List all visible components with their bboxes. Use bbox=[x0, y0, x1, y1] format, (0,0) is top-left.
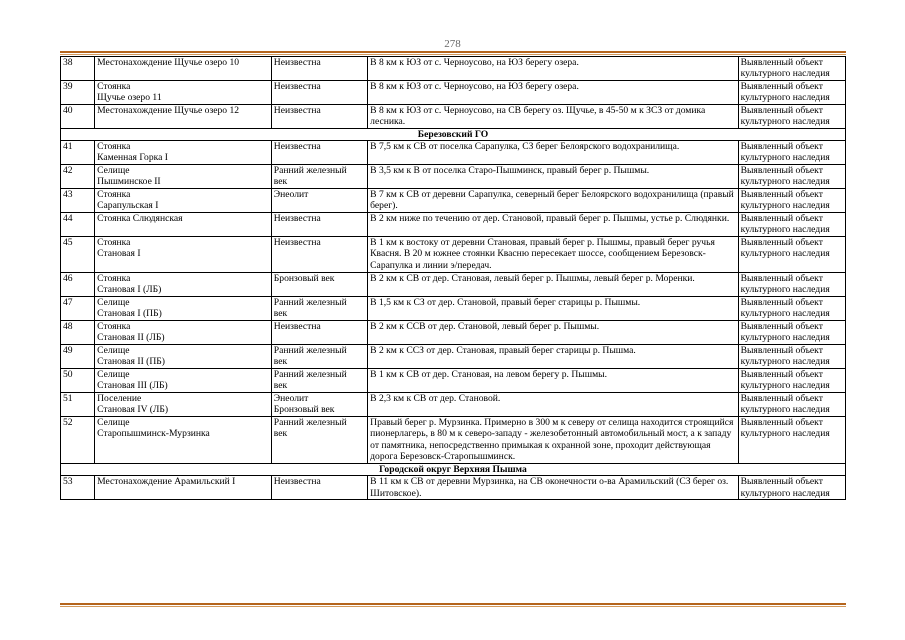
status-line: культурного наследия bbox=[740, 404, 830, 416]
heritage-register-table bbox=[60, 56, 846, 500]
table-row bbox=[61, 393, 846, 417]
cell-dating bbox=[271, 105, 367, 129]
cell-location bbox=[368, 369, 738, 393]
location-text: В 2 км к ССЗ от дер. Становая, правый берег старицы р. Пышма. bbox=[370, 345, 636, 357]
object-name-line: Щучье озеро 11 bbox=[97, 92, 162, 104]
cell-number: 49 bbox=[61, 345, 95, 369]
dating-line: Неизвестна bbox=[273, 476, 321, 488]
status-line: Выявленный объект bbox=[740, 297, 823, 309]
cell-object-name bbox=[95, 476, 272, 500]
cell-number: 40 bbox=[61, 105, 95, 129]
cell-location bbox=[368, 81, 738, 105]
object-name-line: Становая I bbox=[97, 248, 141, 260]
object-name-line: Стоянка Слюдянская bbox=[97, 213, 183, 225]
status-line: Выявленный объект bbox=[740, 213, 823, 225]
dating-line: Ранний железный bbox=[273, 417, 347, 429]
location-text: В 8 км к ЮЗ от с. Черноусово, на ЮЗ берегу озера. bbox=[370, 81, 579, 92]
cell-number: 41 bbox=[61, 141, 95, 165]
cell-number: 46 bbox=[61, 273, 95, 297]
dating-line: Бронзовый век bbox=[273, 273, 335, 285]
cell-status bbox=[738, 273, 845, 297]
location-text: В 2 км ниже по течению от дер. Становой, правый берег р. Пышмы, устье р. Слюдянки. bbox=[370, 213, 730, 225]
object-name-line: Стоянка bbox=[97, 81, 131, 92]
cell-number: 47 bbox=[61, 297, 95, 321]
cell-object-name bbox=[95, 105, 272, 129]
cell-status bbox=[738, 105, 845, 129]
table-row bbox=[61, 321, 846, 345]
cell-dating bbox=[271, 81, 367, 105]
object-name-line: Становая III (ЛБ) bbox=[97, 380, 168, 392]
cell-location bbox=[368, 321, 738, 345]
cell-number: 45 bbox=[61, 237, 95, 273]
object-name-line: Сарапульская I bbox=[97, 200, 159, 212]
footer-rule-thin bbox=[60, 606, 846, 607]
cell-object-name bbox=[95, 213, 272, 237]
location-text: В 2 км к СВ от дер. Становая, левый берег р. Пышмы, левый берег р. Моренки. bbox=[370, 273, 695, 285]
cell-dating bbox=[271, 57, 367, 81]
cell-dating bbox=[271, 237, 367, 273]
cell-status bbox=[738, 141, 845, 165]
dating-line: Неизвестна bbox=[273, 213, 321, 225]
cell-dating bbox=[271, 297, 367, 321]
cell-object-name bbox=[95, 369, 272, 393]
table-row bbox=[61, 189, 846, 213]
status-line: Выявленный объект bbox=[740, 369, 823, 381]
footer-rule bbox=[60, 603, 846, 605]
status-line: культурного наследия bbox=[740, 200, 830, 212]
table-row bbox=[61, 57, 846, 81]
table-row bbox=[61, 345, 846, 369]
cell-location bbox=[368, 393, 738, 417]
status-line: культурного наследия bbox=[740, 224, 830, 236]
table-row bbox=[61, 297, 846, 321]
cell-number: 48 bbox=[61, 321, 95, 345]
status-line: культурного наследия bbox=[740, 116, 830, 128]
table-row bbox=[61, 273, 846, 297]
cell-status bbox=[738, 57, 845, 81]
status-line: культурного наследия bbox=[740, 428, 830, 440]
cell-status bbox=[738, 345, 845, 369]
object-name-line: Стоянка bbox=[97, 237, 131, 249]
location-text: В 7,5 км к СВ от поселка Сарапулка, СЗ берег Белоярского водохранилища. bbox=[370, 141, 680, 153]
object-name-line: Стоянка bbox=[97, 141, 131, 153]
object-name-line: Селище bbox=[97, 369, 130, 381]
location-text: В 7 км к СВ от деревни Сарапулка, северный берег Белоярского водохранилища (правый берег). bbox=[370, 189, 734, 212]
cell-dating bbox=[271, 141, 367, 165]
dating-line: Неизвестна bbox=[273, 105, 321, 116]
object-name-line: Селище bbox=[97, 417, 130, 429]
cell-location bbox=[368, 237, 738, 273]
cell-object-name bbox=[95, 57, 272, 81]
table-row bbox=[61, 213, 846, 237]
section-title: Городской округ Верхняя Пышма bbox=[61, 464, 846, 476]
cell-object-name bbox=[95, 273, 272, 297]
section-header-row bbox=[61, 464, 846, 476]
cell-object-name bbox=[95, 417, 272, 464]
cell-status bbox=[738, 393, 845, 417]
cell-number: 50 bbox=[61, 369, 95, 393]
location-text: В 8 км к ЮЗ от с. Черноусово, на ЮЗ берегу озера. bbox=[370, 57, 579, 68]
object-name-line: Становая II (ЛБ) bbox=[97, 332, 165, 344]
cell-status bbox=[738, 417, 845, 464]
status-line: культурного наследия bbox=[740, 248, 830, 260]
page-number: 278 bbox=[444, 38, 461, 50]
table-row bbox=[61, 81, 846, 105]
status-line: Выявленный объект bbox=[740, 165, 823, 177]
dating-line: Неизвестна bbox=[273, 57, 321, 68]
cell-number: 51 bbox=[61, 393, 95, 417]
status-line: Выявленный объект bbox=[740, 273, 823, 285]
location-text: В 8 км к ЮЗ от с. Черноусово, на СВ берегу оз. Щучье, в 45-50 м к ЗСЗ от домика лесника. bbox=[370, 105, 706, 128]
cell-status bbox=[738, 165, 845, 189]
dating-line: век bbox=[273, 428, 288, 440]
status-line: Выявленный объект bbox=[740, 81, 823, 92]
status-line: Выявленный объект bbox=[740, 57, 823, 68]
location-text: В 1 км к востоку от деревни Становая, правый берег р. Пышмы, правый берег ручья Квасня. В 20 м южнее стоянки Квасню пересекает шоссе, сообщением Березовск-Сарапулка и линии э/передач. bbox=[370, 237, 715, 271]
cell-dating bbox=[271, 476, 367, 500]
object-name-line: Местонахождение Щучье озеро 10 bbox=[97, 57, 240, 68]
dating-line: Ранний железный bbox=[273, 297, 347, 309]
dating-line: Ранний железный bbox=[273, 345, 347, 357]
object-name-line: Стоянка bbox=[97, 189, 131, 201]
cell-number: 39 bbox=[61, 81, 95, 105]
dating-line: Неизвестна bbox=[273, 321, 321, 333]
object-name-line: Становая II (ПБ) bbox=[97, 356, 165, 368]
cell-location bbox=[368, 297, 738, 321]
table-row bbox=[61, 237, 846, 273]
cell-number: 44 bbox=[61, 213, 95, 237]
cell-status bbox=[738, 369, 845, 393]
status-line: культурного наследия bbox=[740, 487, 830, 499]
status-line: Выявленный объект bbox=[740, 321, 823, 333]
dating-line: Неизвестна bbox=[273, 141, 321, 153]
object-name-line: Стоянка bbox=[97, 321, 131, 333]
dating-line: Бронзовый век bbox=[273, 404, 335, 416]
table-row bbox=[61, 141, 846, 165]
object-name-line: Каменная Горка I bbox=[97, 152, 168, 164]
status-line: Выявленный объект bbox=[740, 417, 823, 429]
dating-line: Неизвестна bbox=[273, 237, 321, 249]
table-row bbox=[61, 369, 846, 393]
status-line: культурного наследия bbox=[740, 356, 830, 368]
location-text: В 11 км к СВ от деревни Мурзинка, на СВ оконечности о-ва Арамильский (СЗ берег оз. Шитовское). bbox=[370, 476, 729, 499]
status-line: культурного наследия bbox=[740, 332, 830, 344]
location-text: В 2 км к ССВ от дер. Становой, левый берег р. Пышмы. bbox=[370, 321, 600, 333]
table-row bbox=[61, 476, 846, 500]
cell-object-name bbox=[95, 297, 272, 321]
status-line: Выявленный объект bbox=[740, 105, 823, 116]
cell-location bbox=[368, 57, 738, 81]
object-name-line: Становая I (ЛБ) bbox=[97, 284, 162, 296]
dating-line: Ранний железный bbox=[273, 369, 347, 381]
cell-location bbox=[368, 189, 738, 213]
cell-object-name bbox=[95, 345, 272, 369]
status-line: Выявленный объект bbox=[740, 237, 823, 249]
cell-dating bbox=[271, 189, 367, 213]
object-name-line: Стоянка bbox=[97, 273, 131, 285]
table-row bbox=[61, 417, 846, 464]
cell-status bbox=[738, 81, 845, 105]
status-line: Выявленный объект bbox=[740, 476, 823, 488]
location-text: В 2,3 км к СВ от дер. Становой. bbox=[370, 393, 501, 405]
object-name-line: Селище bbox=[97, 345, 130, 357]
header-rule bbox=[60, 51, 846, 53]
cell-object-name bbox=[95, 81, 272, 105]
cell-dating bbox=[271, 369, 367, 393]
cell-number: 52 bbox=[61, 417, 95, 464]
cell-status bbox=[738, 213, 845, 237]
cell-number: 38 bbox=[61, 57, 95, 81]
cell-dating bbox=[271, 417, 367, 464]
cell-status bbox=[738, 237, 845, 273]
cell-dating bbox=[271, 393, 367, 417]
status-line: Выявленный объект bbox=[740, 141, 823, 153]
status-line: культурного наследия bbox=[740, 92, 830, 104]
cell-object-name bbox=[95, 321, 272, 345]
cell-object-name bbox=[95, 165, 272, 189]
cell-status bbox=[738, 189, 845, 213]
status-line: культурного наследия bbox=[740, 284, 830, 296]
cell-status bbox=[738, 476, 845, 500]
table-body bbox=[61, 57, 846, 500]
cell-dating bbox=[271, 273, 367, 297]
cell-number: 42 bbox=[61, 165, 95, 189]
table-row bbox=[61, 165, 846, 189]
object-name-line: Местонахождение Арамильский I bbox=[97, 476, 236, 488]
cell-location bbox=[368, 273, 738, 297]
object-name-line: Местонахождение Щучье озеро 12 bbox=[97, 105, 240, 116]
dating-line: Энеолит bbox=[273, 189, 309, 201]
cell-location bbox=[368, 417, 738, 464]
object-name-line: Поселение bbox=[97, 393, 142, 405]
object-name-line: Селище bbox=[97, 297, 130, 309]
status-line: культурного наследия bbox=[740, 68, 830, 80]
object-name-line: Становая I (ПБ) bbox=[97, 308, 162, 320]
cell-location bbox=[368, 141, 738, 165]
object-name-line: Старопышминск-Мурзинка bbox=[97, 428, 210, 440]
dating-line: век bbox=[273, 380, 288, 392]
cell-dating bbox=[271, 165, 367, 189]
location-text: В 1 км к СВ от дер. Становая, на левом берегу р. Пышмы. bbox=[370, 369, 608, 381]
dating-line: век bbox=[273, 176, 288, 188]
header-rule-thin bbox=[60, 54, 846, 55]
cell-status bbox=[738, 321, 845, 345]
dating-line: век bbox=[273, 356, 288, 368]
cell-location bbox=[368, 476, 738, 500]
object-name-line: Пышминское II bbox=[97, 176, 161, 188]
cell-location bbox=[368, 105, 738, 129]
object-name-line: Селище bbox=[97, 165, 130, 177]
status-line: культурного наследия bbox=[740, 152, 830, 164]
location-text: В 1,5 км к СЗ от дер. Становой, правый берег старицы р. Пышмы. bbox=[370, 297, 641, 309]
cell-object-name bbox=[95, 189, 272, 213]
object-name-line: Становая IV (ЛБ) bbox=[97, 404, 169, 416]
dating-line: Ранний железный bbox=[273, 165, 347, 177]
location-text: Правый берег р. Мурзинка. Примерно в 300 м к северу от селища находится строящийся пионерлагерь, в 80 м к северо-западу - железобетонный автомобильный мост, а к западу от памятника, непосредственно примыкая к охранной зоне, проходит действующая дорога Березовск-Старопышминск. bbox=[370, 417, 734, 462]
cell-status bbox=[738, 297, 845, 321]
status-line: культурного наследия bbox=[740, 380, 830, 392]
dating-line: век bbox=[273, 308, 288, 320]
table-row bbox=[61, 105, 846, 129]
cell-location bbox=[368, 213, 738, 237]
dating-line: Энеолит bbox=[273, 393, 309, 405]
status-line: культурного наследия bbox=[740, 176, 830, 188]
location-text: В 3,5 км к В от поселка Старо-Пышминск, правый берег р. Пышмы. bbox=[370, 165, 650, 177]
cell-dating bbox=[271, 321, 367, 345]
status-line: Выявленный объект bbox=[740, 189, 823, 201]
status-line: Выявленный объект bbox=[740, 393, 823, 405]
section-header-row bbox=[61, 129, 846, 141]
cell-number: 53 bbox=[61, 476, 95, 500]
cell-dating bbox=[271, 345, 367, 369]
cell-number: 43 bbox=[61, 189, 95, 213]
cell-object-name bbox=[95, 141, 272, 165]
dating-line: Неизвестна bbox=[273, 81, 321, 92]
cell-location bbox=[368, 165, 738, 189]
cell-dating bbox=[271, 213, 367, 237]
cell-object-name bbox=[95, 237, 272, 273]
status-line: Выявленный объект bbox=[740, 345, 823, 357]
section-title: Березовский ГО bbox=[61, 129, 846, 141]
status-line: культурного наследия bbox=[740, 308, 830, 320]
cell-location bbox=[368, 345, 738, 369]
cell-object-name bbox=[95, 393, 272, 417]
